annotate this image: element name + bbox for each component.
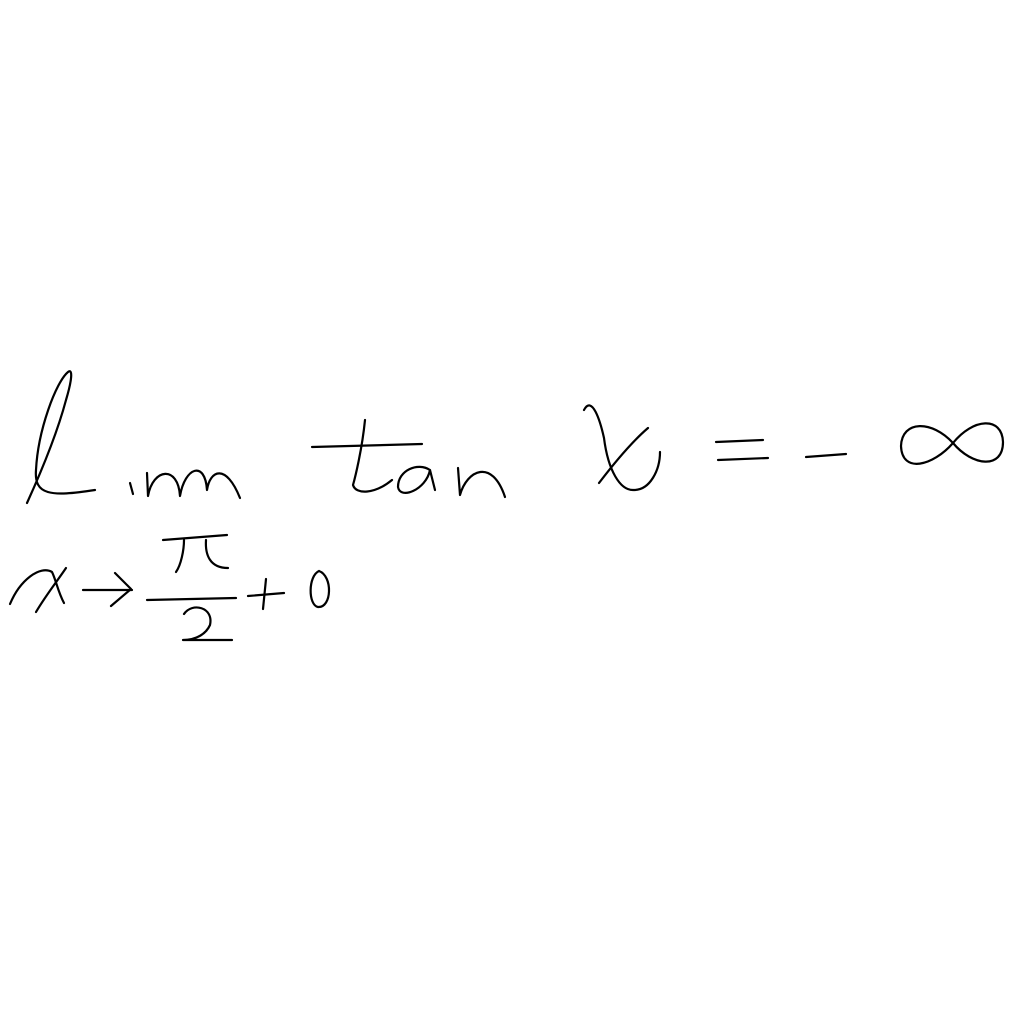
operator-lim	[27, 371, 240, 503]
sub-glyph-x2	[36, 568, 66, 612]
pi-leg-left	[176, 540, 184, 572]
equals-sign	[716, 440, 768, 460]
fraction-bar	[147, 598, 236, 600]
pi-leg-right	[206, 540, 228, 568]
glyph-x-stroke1	[584, 405, 660, 490]
glyph-a	[398, 467, 435, 493]
glyph-i	[130, 483, 133, 494]
limit-subscript	[10, 535, 329, 640]
glyph-n	[458, 468, 505, 497]
minus-sign	[806, 454, 846, 457]
plus-horizontal	[248, 593, 284, 596]
digit-2	[183, 607, 232, 640]
digit-0	[311, 571, 329, 607]
variable-x	[584, 405, 660, 490]
sub-glyph-x1	[10, 570, 64, 604]
glyph-l	[27, 371, 95, 503]
glyph-t-bar	[312, 444, 422, 447]
glyph-t-stem	[353, 420, 392, 492]
pi-bar	[163, 535, 227, 540]
infinity-symbol	[901, 423, 1003, 463]
function-tan	[312, 420, 505, 497]
glyph-m	[147, 471, 240, 498]
